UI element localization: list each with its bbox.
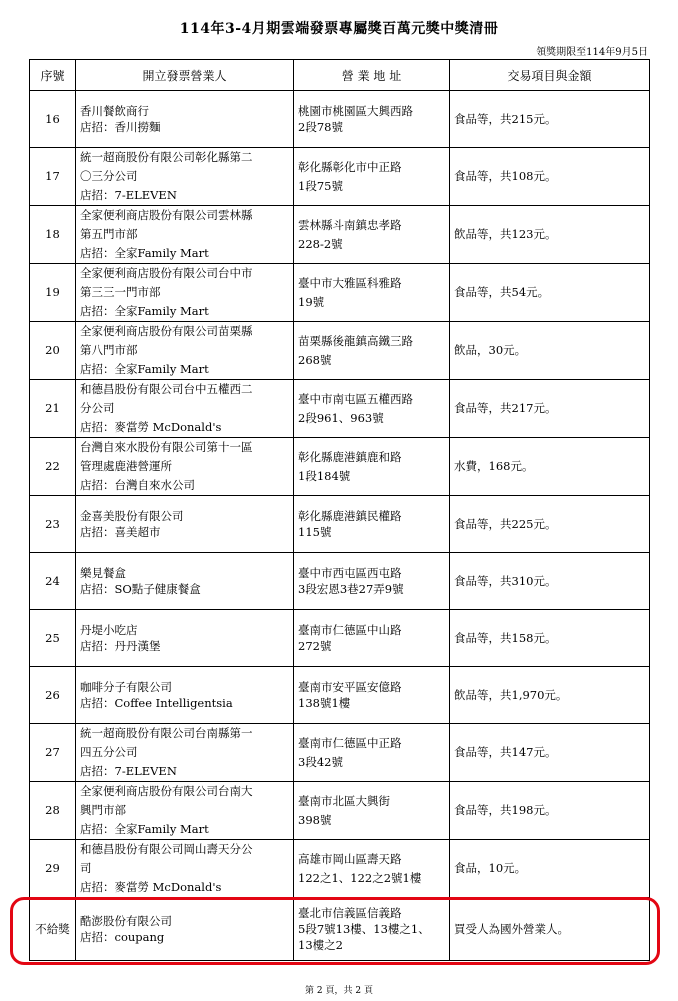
header-address: 營 業 地 址 <box>294 60 450 91</box>
transaction-cell: 食品等，共158元。 <box>450 610 650 667</box>
transaction-cell: 食品等，共198元。 <box>450 782 650 840</box>
transaction-cell: 食品等，共217元。 <box>450 380 650 438</box>
transaction-cell: 水費，168元。 <box>450 438 650 496</box>
address-cell: 臺中市西屯區西屯路 3段宏恩3巷27弄9號 <box>294 553 450 610</box>
merchant-cell: 和德昌股份有限公司岡山壽天分公 司 店招：麥當勞 McDonald's <box>76 840 294 898</box>
address-cell: 臺北市信義區信義路 5段7號13樓、13樓之1、 13樓之2 <box>294 898 450 961</box>
serial-cell: 18 <box>30 206 76 264</box>
serial-cell: 26 <box>30 667 76 724</box>
table-row <box>30 553 650 610</box>
table-row <box>30 667 650 724</box>
transaction-cell: 食品等，共54元。 <box>450 264 650 322</box>
document-title: 114年3-4月期雲端發票專屬獎百萬元獎中獎清冊 <box>179 21 499 37</box>
merchant-cell: 金喜美股份有限公司 店招：喜美超市 <box>76 496 294 553</box>
address-cell: 臺中市大雅區科雅路 19號 <box>294 264 450 322</box>
table-row <box>30 91 650 148</box>
table-row <box>30 264 650 322</box>
address-cell: 高雄市岡山區壽天路 122之1、122之2號1樓 <box>294 840 450 898</box>
merchant-cell: 和德昌股份有限公司台中五權西二 分公司 店招：麥當勞 McDonald's <box>76 380 294 438</box>
address-cell: 桃園市桃園區大興西路 2段78號 <box>294 91 450 148</box>
address-cell: 臺中市南屯區五權西路 2段961、963號 <box>294 380 450 438</box>
merchant-cell: 香川餐飲商行 店招：香川撈麵 <box>76 91 294 148</box>
serial-cell: 不給獎 <box>30 898 76 961</box>
merchant-cell: 全家便利商店股份有限公司苗栗縣 第八門市部 店招：全家Family Mart <box>76 322 294 380</box>
transaction-cell: 食品等，共310元。 <box>450 553 650 610</box>
page-footer: 第 2 頁，共 2 頁 <box>305 986 373 996</box>
merchant-cell: 全家便利商店股份有限公司雲林縣 第五門市部 店招：全家Family Mart <box>76 206 294 264</box>
transaction-cell: 飲品等，共1,970元。 <box>450 667 650 724</box>
serial-cell: 28 <box>30 782 76 840</box>
table-header-row <box>30 60 650 91</box>
merchant-cell: 全家便利商店股份有限公司台南大 興門市部 店招：全家Family Mart <box>76 782 294 840</box>
header-merchant: 開立發票營業人 <box>76 60 294 91</box>
serial-cell: 16 <box>30 91 76 148</box>
header-serial: 序號 <box>30 60 76 91</box>
merchant-cell: 全家便利商店股份有限公司台中市 第三三一門市部 店招：全家Family Mart <box>76 264 294 322</box>
transaction-cell: 飲品，30元。 <box>450 322 650 380</box>
merchant-cell: 統一超商股份有限公司台南縣第一 四五分公司 店招：7-ELEVEN <box>76 724 294 782</box>
transaction-cell: 食品，10元。 <box>450 840 650 898</box>
table-row <box>30 782 650 840</box>
address-cell: 臺南市仁德區中正路 3段42號 <box>294 724 450 782</box>
address-cell: 彰化縣鹿港鎮鹿和路 1段184號 <box>294 438 450 496</box>
serial-cell: 17 <box>30 148 76 206</box>
highlight-annotation <box>10 897 660 965</box>
table-row <box>30 724 650 782</box>
transaction-cell: 食品等，共225元。 <box>450 496 650 553</box>
address-cell: 臺南市安平區安億路 138號1樓 <box>294 667 450 724</box>
merchant-cell: 樂見餐盒 店招：SO點子健康餐盒 <box>76 553 294 610</box>
serial-cell: 27 <box>30 724 76 782</box>
merchant-cell: 丹堤小吃店 店招：丹丹漢堡 <box>76 610 294 667</box>
address-cell: 臺南市北區大興街 398號 <box>294 782 450 840</box>
table-row <box>30 496 650 553</box>
table-row <box>30 148 650 206</box>
table-row <box>30 438 650 496</box>
serial-cell: 25 <box>30 610 76 667</box>
address-cell: 彰化縣彰化市中正路 1段75號 <box>294 148 450 206</box>
serial-cell: 21 <box>30 380 76 438</box>
table-row <box>30 610 650 667</box>
serial-cell: 20 <box>30 322 76 380</box>
address-cell: 臺南市仁德區中山路 272號 <box>294 610 450 667</box>
winners-table <box>29 59 650 961</box>
table-row <box>30 380 650 438</box>
table-row <box>30 206 650 264</box>
merchant-cell: 台灣自來水股份有限公司第十一區 管理處鹿港營運所 店招：台灣自來水公司 <box>76 438 294 496</box>
transaction-cell: 食品等，共215元。 <box>450 91 650 148</box>
claim-deadline: 領獎期限至114年9月5日 <box>536 47 648 58</box>
transaction-cell: 食品等，共147元。 <box>450 724 650 782</box>
address-cell: 苗栗縣後龍鎮高鐵三路 268號 <box>294 322 450 380</box>
address-cell: 彰化縣鹿港鎮民權路 115號 <box>294 496 450 553</box>
transaction-cell: 買受人為國外營業人。 <box>450 898 650 961</box>
serial-cell: 23 <box>30 496 76 553</box>
merchant-cell: 咖啡分子有限公司 店招：Coffee Intelligentsia <box>76 667 294 724</box>
serial-cell: 19 <box>30 264 76 322</box>
transaction-cell: 飲品等，共123元。 <box>450 206 650 264</box>
table-row <box>30 840 650 898</box>
merchant-cell: 統一超商股份有限公司彰化縣第二 〇三分公司 店招：7-ELEVEN <box>76 148 294 206</box>
header-transaction: 交易項目與金額 <box>450 60 650 91</box>
transaction-cell: 食品等，共108元。 <box>450 148 650 206</box>
merchant-cell: 酷澎股份有限公司 店招：coupang <box>76 898 294 961</box>
table-row <box>30 322 650 380</box>
serial-cell: 29 <box>30 840 76 898</box>
address-cell: 雲林縣斗南鎮忠孝路 228-2號 <box>294 206 450 264</box>
serial-cell: 22 <box>30 438 76 496</box>
serial-cell: 24 <box>30 553 76 610</box>
